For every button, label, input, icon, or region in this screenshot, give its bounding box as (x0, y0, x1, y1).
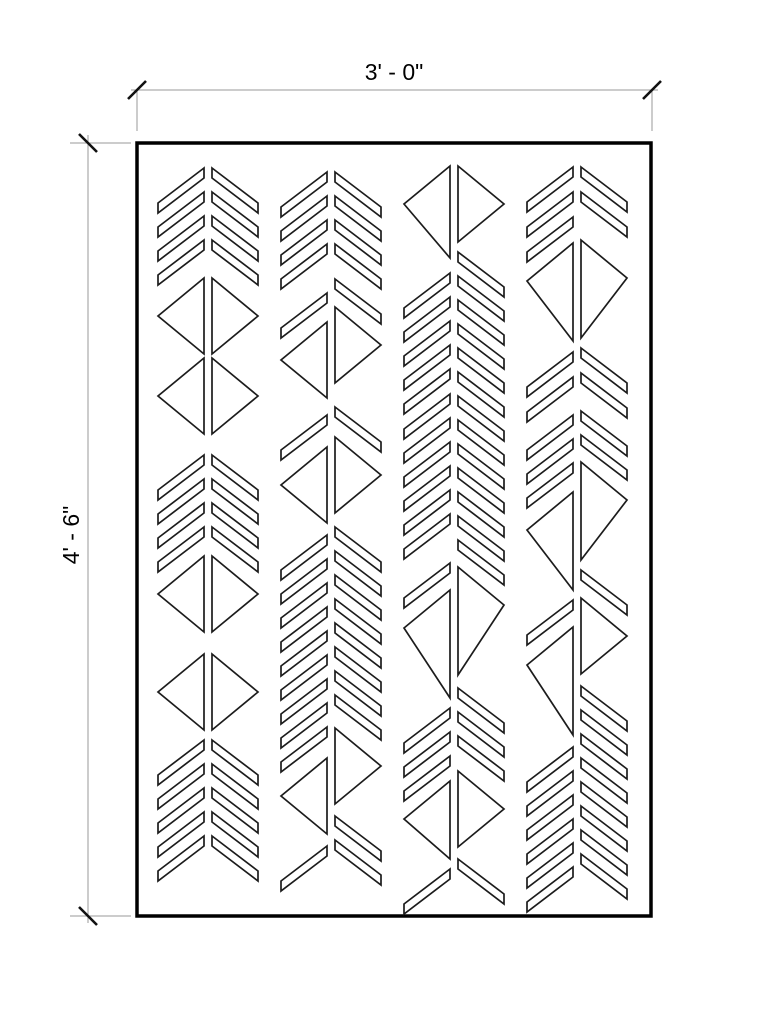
dimension-left (58, 134, 131, 925)
dimension-height-label: 4' - 6" (58, 505, 85, 565)
dimension-width-label: 3' - 0" (364, 59, 424, 85)
dimension-top (128, 59, 661, 131)
